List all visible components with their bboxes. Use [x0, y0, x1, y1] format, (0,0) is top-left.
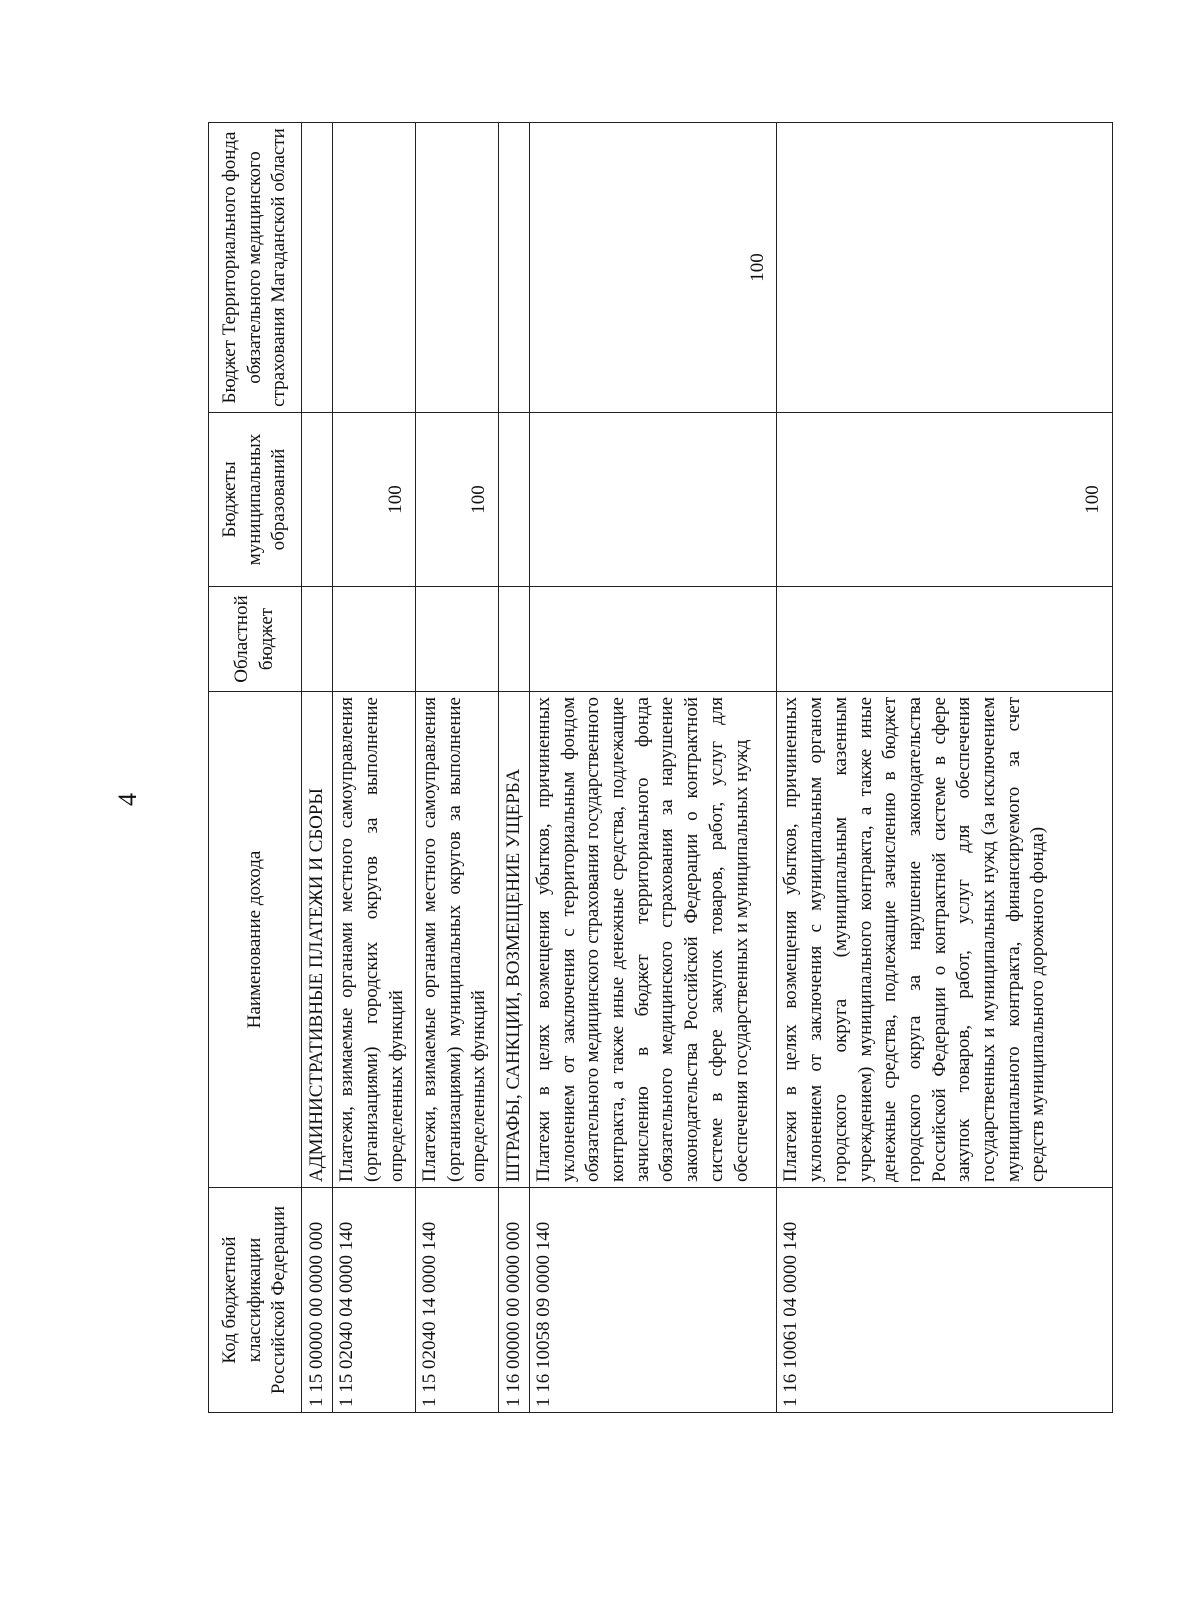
- row-regional: [302, 587, 333, 692]
- row-regional: [530, 587, 777, 692]
- row-municipal: [530, 413, 777, 587]
- row-code: 1 16 10061 04 0000 140: [777, 1188, 1113, 1413]
- row-regional: [333, 587, 416, 692]
- header-name: Наименование дохода: [209, 692, 302, 1188]
- row-name: Платежи, взимаемые органами местного самоуправления (организациями) городских округов за выполнение определенных функций: [333, 692, 416, 1188]
- row-tfoms: [777, 123, 1113, 413]
- row-tfoms: [302, 123, 333, 413]
- row-code: 1 16 10058 09 0000 140: [530, 1188, 777, 1413]
- table-row: [302, 123, 333, 1413]
- row-tfoms: [333, 123, 416, 413]
- table-row: [530, 123, 777, 1413]
- row-municipal: 100: [416, 413, 499, 587]
- row-tfoms: [416, 123, 499, 413]
- row-name: ШТРАФЫ, САНКЦИИ, ВОЗМЕЩЕНИЕ УЩЕРБА: [498, 692, 529, 1188]
- table-row: [777, 123, 1113, 1413]
- row-name: Платежи, взимаемые органами местного самоуправления (организациями) муниципальных округов за выполнение определенных функций: [416, 692, 499, 1188]
- row-code: 1 15 02040 14 0000 140: [416, 1188, 499, 1413]
- header-regional: Областной бюджет: [209, 587, 302, 692]
- row-tfoms: 100: [530, 123, 777, 413]
- table-row: [416, 123, 499, 1413]
- revenue-distribution-table: [208, 122, 1113, 1413]
- row-regional: [498, 587, 529, 692]
- table-row: [498, 123, 529, 1413]
- table-row: [333, 123, 416, 1413]
- row-regional: [777, 587, 1113, 692]
- header-code: Код бюджетной классификации Российской Федерации: [209, 1188, 302, 1413]
- row-municipal: 100: [777, 413, 1113, 587]
- rotated-table-container: [208, 123, 1113, 1413]
- row-municipal: 100: [333, 413, 416, 587]
- row-regional: [416, 587, 499, 692]
- header-municipal: Бюджеты муниципальных образований: [209, 413, 302, 587]
- page-number: 4: [113, 793, 142, 806]
- row-code: 1 15 02040 04 0000 140: [333, 1188, 416, 1413]
- row-tfoms: [498, 123, 529, 413]
- row-municipal: [498, 413, 529, 587]
- row-code: 1 15 00000 00 0000 000: [302, 1188, 333, 1413]
- row-code: 1 16 00000 00 0000 000: [498, 1188, 529, 1413]
- row-name: Платежи в целях возмещения убытков, причиненных уклонением от заключения с муниципальным органом городского округа (муниципальным казенным учреждением) муниципального контракта, а также иные денежные средства, подлежащие зачислению в бюджет городского округа за нарушение законодательства Российской Федерации о контрактной системе в сфере закупок товаров, работ, услуг для обеспечения государственных и муниципальных нужд (за исключением муниципального контракта, финансируемого за счет средств муниципального дорожного фонда): [777, 692, 1113, 1188]
- row-name: АДМИНИСТРАТИВНЫЕ ПЛАТЕЖИ И СБОРЫ: [302, 692, 333, 1188]
- row-municipal: [302, 413, 333, 587]
- row-name: Платежи в целях возмещения убытков, причиненных уклонением от заключения с территориальным фондом обязательного медицинского страхования государственного контракта, а также иные денежные средства, подлежащие зачислению в бюджет территориального фонда обязательного медицинского страхования за нарушение законодательства Российской Федерации о контрактной системе в сфере закупок товаров, работ, услуг для обеспечения государственных и муниципальных нужд: [530, 692, 777, 1188]
- header-tfoms: Бюджет Территориального фонда обязательного медицинского страхования Магаданской области: [209, 123, 302, 413]
